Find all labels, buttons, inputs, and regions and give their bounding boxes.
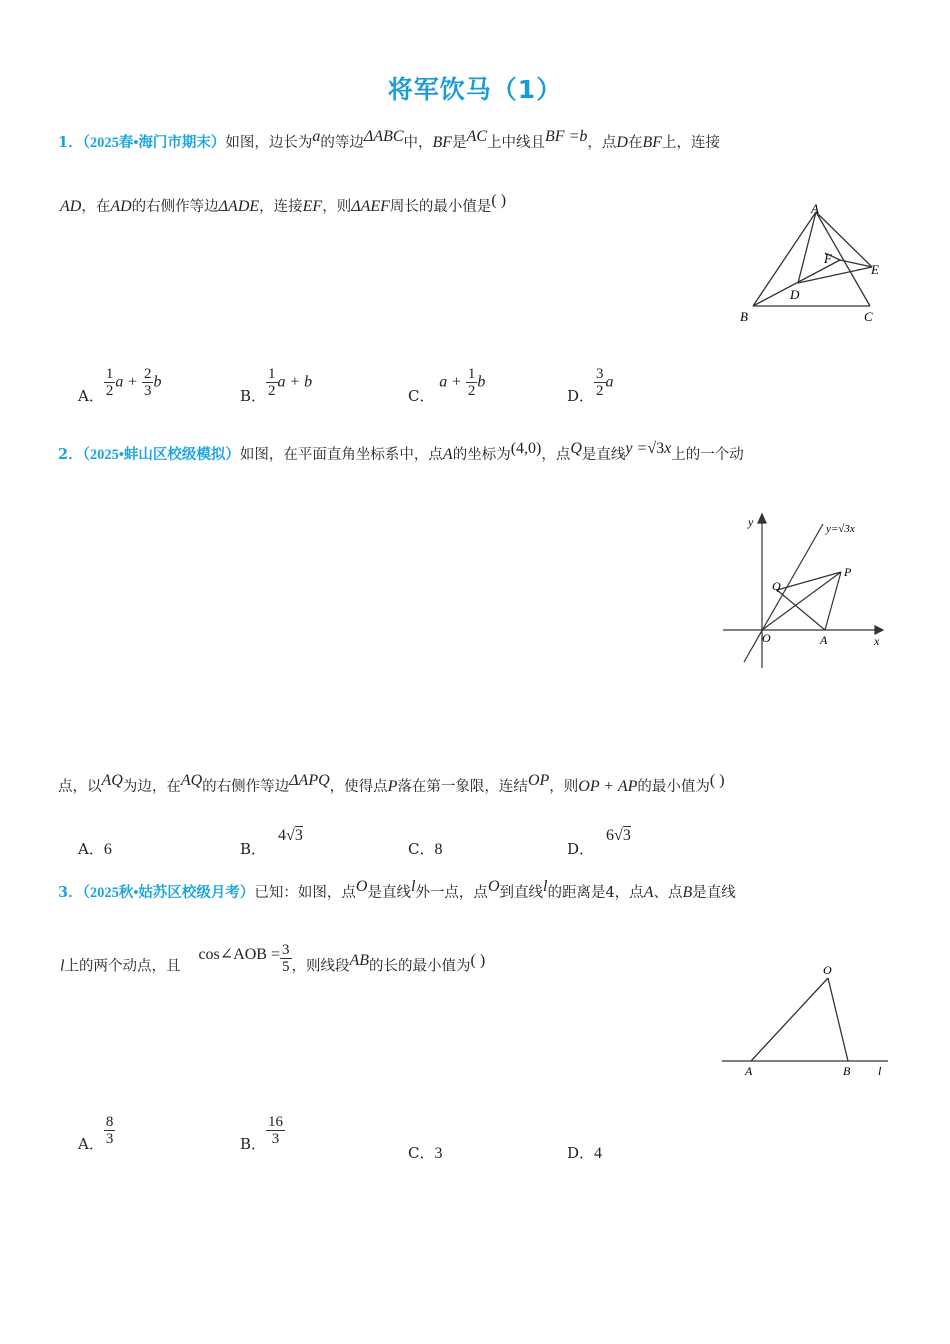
q3-fig-label-l: l [878,1064,882,1078]
q1-answer-paren: ( ) [491,192,507,209]
q2-text: 如图，在平面直角坐标系中，点 [239,447,443,463]
q2-p: P [387,778,398,795]
q2-fig-label-x: x [874,634,880,648]
option-label: C． [408,386,435,405]
q2-line-y: y = [625,440,648,457]
q3-o: O [355,878,368,895]
q1-text: 的右侧作等边 [131,199,219,215]
q3-number: 3． [58,884,83,901]
q2-fig-label-q: Q [772,579,781,593]
frac-num: 1 [105,366,114,382]
plus: + [290,373,300,391]
q2-text: 落在第一象限，连结 [397,779,528,795]
q3-option-b[interactable] [240,1114,285,1153]
frac-den: 2 [596,383,604,399]
q2-op-plus-ap: OP + AP [578,778,638,795]
option-label: D． [567,840,595,858]
q1-text: ，连接 [259,199,303,215]
frac-den: 3 [271,1131,280,1147]
q3-line1 [58,878,736,904]
option-label: B． [240,386,267,405]
q2-q: Q [570,440,582,457]
q2-op: OP [527,772,550,789]
var: b [304,373,313,391]
q2-text: 是直线 [581,447,626,463]
option-value: 4 [594,1145,603,1162]
q1-bf-eq: BF =b [545,128,588,145]
q1-triangle-abc: ΔABC [363,128,404,145]
q1-text: 是 [452,135,467,151]
frac-num: 2 [143,366,152,382]
q1-text: ，点 [587,135,617,151]
frac-den: 2 [467,383,476,399]
q3-l: l [410,878,416,895]
q2-fig-label-a: A [820,633,828,647]
var: b [477,373,486,391]
plus: + [128,373,138,391]
q1-text: 上，连接 [661,135,720,151]
var: a [115,373,124,391]
q1-option-c[interactable] [408,366,486,405]
frac-den: 2 [105,383,114,399]
q1-text: 在 [627,135,643,151]
q3-l: l [60,957,65,975]
q1-fig-label-b: B [740,309,748,324]
option-label: C． [408,840,435,858]
page-title: 将军饮马（1） [387,75,563,104]
q1-fig-label-c: C [864,309,873,324]
frac-num: 8 [105,1114,114,1130]
q3-answer-paren: ( ) [470,951,486,969]
q1-triangle-ade: ΔADE [218,198,260,215]
q1-text: 如图，边长为 [225,135,313,151]
q1-ef: EF [302,198,323,215]
q2-fig-label-o: O [762,631,771,645]
q1-var-a: a [312,128,321,145]
q2-number: 2． [58,446,83,463]
option-value: 3 [434,1145,443,1162]
q3-a: A [643,884,654,901]
q3-option-d[interactable] [567,1142,602,1163]
q3-l: l [543,878,548,895]
q3-text: ，则线段 [291,958,350,975]
frac-den: 5 [282,959,290,975]
option-label: D． [567,386,595,405]
q2-line-x: x [664,440,672,457]
option-label: B． [240,840,267,858]
option-value: 8 [434,841,443,858]
var: b [153,373,162,391]
var: a [277,373,286,391]
q3-b: B [682,884,693,901]
q3-text: 的长的最小值为 [369,958,471,975]
q2-text: 上的一个动 [671,447,744,463]
frac-num: 3 [596,366,604,382]
q2-line2 [58,772,725,798]
q2-line1 [58,440,744,466]
q1-figure [730,198,900,328]
q1-bf: BF [432,134,453,151]
q1-ac: AC [466,128,488,145]
q3-o: O [487,878,500,895]
q2-text: 的右侧作等边 [202,779,290,795]
frac-num: 1 [268,366,276,382]
q3-fig-label-a: A [745,1064,753,1078]
q2-text: 的最小值为 [637,779,710,795]
q3-cos: cos∠AOB = [198,945,280,963]
sqrt-coef: 4 [278,827,287,844]
frac-den: 2 [268,383,276,399]
option-label: C． [408,1144,435,1162]
q1-ad: AD [110,198,132,215]
q2-option-b[interactable]: B．4√3 [240,827,303,858]
q1-option-b[interactable] [240,366,313,405]
q3-text: 到直线 [499,885,543,901]
q3-text: 已知：如图，点 [254,885,356,901]
q2-text: 点，以 [58,779,102,795]
q1-fig-label-e: E [871,262,879,277]
q2-option-d[interactable]: D．6√3 [567,827,631,858]
q2-text: ，点 [541,447,571,463]
sqrt-coef: 6 [606,827,615,844]
q3-text: 上的两个动点，且 [64,958,181,975]
q1-fig-label-d: D [790,287,800,302]
q2-source: （2025•蚌山区校级模拟） [82,447,240,463]
var: a [439,373,448,391]
option-label: B． [240,1134,267,1153]
option-label: A． [78,1134,104,1153]
sqrt-radicand: 3 [622,827,631,844]
q2-aq: AQ [180,772,203,789]
frac-num: 16 [268,1114,284,1130]
var: a [605,373,614,391]
option-label: A． [78,840,104,858]
q2-fig-label-y: y [748,515,754,529]
option-label: D． [567,1144,595,1162]
q3-ab: AB [349,951,370,969]
q2-coord: (4,0) [510,440,542,457]
q1-text: 周长的最小值是 [389,199,492,215]
plus: + [452,373,462,391]
q3-text: 、点 [653,885,683,901]
sqrt-radicand: 3 [294,827,303,844]
q2-option-a[interactable] [78,838,112,859]
frac-den: 3 [105,1131,114,1147]
option-value: 6 [103,841,112,858]
q3-option-c[interactable] [408,1142,442,1163]
q2-figure [718,508,898,673]
q1-text: ，在 [81,199,111,215]
q3-option-a[interactable] [78,1114,115,1153]
frac-num: 3 [282,942,290,958]
q2-a: A [442,446,453,463]
q3-text: 外一点，点 [415,885,488,901]
frac-num: 1 [467,366,476,382]
q2-text: 为边，在 [122,779,181,795]
q1-number: 1． [58,134,83,151]
q1-triangle-aef: ΔAEF [351,198,390,215]
q1-option-a[interactable] [78,366,162,405]
q1-option-d[interactable] [567,366,614,405]
q1-text: 上中线且 [487,135,546,151]
q1-bf: BF [642,134,662,151]
q2-text: ，则 [549,779,579,795]
q3-figure [718,958,898,1083]
q2-fig-label-line: y=√3x [826,523,855,535]
q2-fig-label-p: P [844,565,852,579]
q1-line2 [60,192,507,218]
q3-line2 [60,942,486,983]
q1-ad: AD [60,198,82,215]
q1-d: D [616,134,628,151]
q1-text: 中， [403,135,433,151]
q3-text: 的距离是4，点 [547,885,644,901]
q1-source: （2025春•海门市期末） [82,135,226,151]
q2-text: 的坐标为 [452,447,511,463]
q2-aq: AQ [101,772,123,789]
q3-fig-label-o: O [823,963,832,977]
q1-line1 [58,128,720,154]
q2-sqrt3: √3 [647,440,665,457]
q3-fig-label-b: B [843,1064,851,1078]
q1-text: 的等边 [320,135,364,151]
q2-answer-paren: ( ) [709,772,725,789]
q2-triangle-apq: ΔAPQ [289,772,330,789]
option-label: A． [78,386,104,405]
q3-text: 是直线 [367,885,411,901]
q2-text: ，使得点 [329,779,388,795]
frac-den: 3 [143,383,152,399]
q1-text: ，则 [322,199,352,215]
q1-fig-label-a: A [811,201,819,216]
q1-fig-label-f: F [824,251,832,266]
q2-option-c[interactable] [408,838,442,859]
q3-source: （2025秋•姑苏区校级月考） [82,885,255,901]
q3-text: 是直线 [692,885,736,901]
